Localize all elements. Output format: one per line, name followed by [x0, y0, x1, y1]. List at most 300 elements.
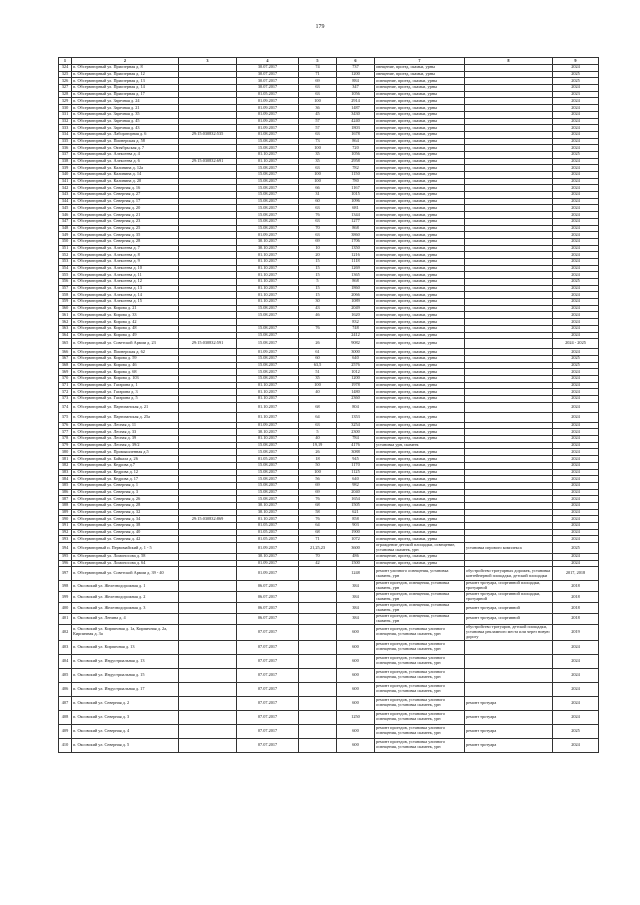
cell-cadastral-number	[179, 165, 237, 172]
cell-wear-percent: 61	[299, 349, 337, 356]
cell-work-minimum: освещение, проезд, скамьи, урны	[375, 98, 465, 105]
cell-cadastral-number	[179, 178, 237, 185]
cell-cadastral-number	[179, 362, 237, 369]
cell-row-number: 387	[59, 496, 72, 503]
cell-area: 1248	[337, 567, 375, 581]
cell-work-minimum: ремонт проездов, установка уличного освещения, установка скамеек, урн	[375, 640, 465, 654]
cell-cadastral-number	[179, 145, 237, 152]
cell-year: 2024	[553, 496, 599, 503]
cell-area: 1620	[337, 312, 375, 319]
table-row	[59, 682, 599, 696]
cell-work-additional	[465, 111, 553, 118]
cell-date: 06.07.2017	[237, 613, 299, 624]
cell-area: 1487	[337, 105, 375, 112]
cell-work-additional	[465, 238, 553, 245]
table-row	[59, 429, 599, 436]
cell-row-number: 1	[59, 58, 72, 65]
cell-cadastral-number	[179, 496, 237, 503]
table-row	[59, 178, 599, 185]
cell-date: 15.08.2017	[237, 145, 299, 152]
cell-date: 01.05.2017	[237, 91, 299, 98]
cell-work-additional	[465, 212, 553, 219]
cell-cadastral-number	[179, 592, 237, 603]
cell-year: 2018	[553, 613, 599, 624]
cell-area: 384	[337, 592, 375, 603]
cell-cadastral-number	[179, 529, 237, 536]
cell-cadastral-number	[179, 325, 237, 332]
table-row	[59, 118, 599, 125]
cell-area: 1480	[337, 389, 375, 396]
cell-address: п. Обсерваторный ул. Кирова д. 48	[72, 325, 179, 332]
cell-row-number: 398	[59, 581, 72, 592]
cell-address: п. Обсерваторный ул. Гагарина д. 1	[72, 382, 179, 389]
cell-work-minimum: освещение, проезд, скамьи, урны	[375, 131, 465, 138]
cell-cadastral-number	[179, 469, 237, 476]
cell-area: 1150	[337, 172, 375, 179]
cell-year: 2017, 2018	[553, 567, 599, 581]
cell-wear-percent: 26	[299, 449, 337, 456]
cell-row-number: 329	[59, 98, 72, 105]
cell-work-minimum: освещение, проезд, скамьи, урны	[375, 91, 465, 98]
cell-row-number: 367	[59, 355, 72, 362]
cell-cadastral-number	[179, 192, 237, 199]
cell-cadastral-number	[179, 396, 237, 403]
table-row	[59, 412, 599, 422]
cell-cadastral-number	[179, 581, 237, 592]
cell-address: п. Обсерваторный ул. Калинина д. 12а	[72, 165, 179, 172]
cell-date: 30.07.2017	[237, 78, 299, 85]
cell-work-additional	[465, 172, 553, 179]
cell-work-additional	[465, 192, 553, 199]
cell-area: 1803	[337, 125, 375, 132]
cell-cadastral-number	[179, 312, 237, 319]
cell-year: 2024	[553, 218, 599, 225]
cell-area: 3430	[337, 111, 375, 118]
cell-year: 2024	[553, 654, 599, 668]
cell-work-minimum: освещение, проезд, скамьи, урны	[375, 212, 465, 219]
cell-address: п. Оксовский ул. Железнодорожная д. 3	[72, 603, 179, 614]
cell-row-number: 409	[59, 724, 72, 738]
table-row	[59, 245, 599, 252]
cell-wear-percent: 63	[299, 85, 337, 92]
table-row	[59, 592, 599, 603]
cell-date: 01.10.2017	[237, 402, 299, 412]
table-row	[59, 436, 599, 443]
cell-row-number: 340	[59, 172, 72, 179]
cell-address: п. Обсерваторный ул. Алексеева д. 14	[72, 292, 179, 299]
cell-wear-percent	[299, 724, 337, 738]
cell-area: 600	[337, 682, 375, 696]
cell-row-number: 362	[59, 319, 72, 326]
cell-wear-percent: 100	[299, 178, 337, 185]
cell-address: п. Обсерваторный ул. Алексеева д. 13	[72, 285, 179, 292]
cell-work-additional	[465, 279, 553, 286]
cell-work-minimum: освещение, проезд, скамьи, урны	[375, 118, 465, 125]
cell-row-number: 408	[59, 710, 72, 724]
cell-work-additional	[465, 105, 553, 112]
cell-work-minimum: ремонт проездов, освещения, установка скамеек, урн	[375, 603, 465, 614]
cell-work-minimum: освещение, проезд, скамьи, урны	[375, 85, 465, 92]
cell-year: 2024	[553, 553, 599, 560]
cell-address: п. Обсерваторный ул. Алексеева д. 4	[72, 151, 179, 158]
cell-row-number: 350	[59, 238, 72, 245]
cell-row-number: 382	[59, 462, 72, 469]
cell-work-additional	[465, 382, 553, 389]
cell-row-number: 330	[59, 105, 72, 112]
cell-wear-percent: 63	[299, 91, 337, 98]
table-row	[59, 710, 599, 724]
cell-row-number: 341	[59, 178, 72, 185]
cell-work-additional: обустройство тротуарных дорожек, установка контейнерной площадки, детский площадки	[465, 567, 553, 581]
table-row	[59, 402, 599, 412]
cell-date: 15.08.2017	[237, 212, 299, 219]
table-row	[59, 724, 599, 738]
table-row	[59, 496, 599, 503]
table-row	[59, 299, 599, 306]
cell-year: 2024	[553, 516, 599, 523]
cell-year: 2024	[553, 232, 599, 239]
cell-wear-percent: 100	[299, 382, 337, 389]
cell-work-additional	[465, 509, 553, 516]
cell-wear-percent: 69	[299, 238, 337, 245]
cell-row-number: 358	[59, 292, 72, 299]
cell-work-minimum: 7	[375, 58, 465, 65]
cell-date: 01.05.2017	[237, 536, 299, 543]
cell-work-additional	[465, 98, 553, 105]
cell-cadastral-number	[179, 536, 237, 543]
cell-wear-percent: 63	[299, 232, 337, 239]
cell-area: 780	[337, 178, 375, 185]
cell-work-additional	[465, 389, 553, 396]
cell-date: 15.08.2017	[237, 339, 299, 349]
cell-row-number: 344	[59, 198, 72, 205]
table-row	[59, 603, 599, 614]
cell-row-number: 356	[59, 279, 72, 286]
cell-year: 2024	[553, 225, 599, 232]
cell-work-minimum: освещение, проезд, скамьи, урны	[375, 232, 465, 239]
cell-area: 1096	[337, 198, 375, 205]
cell-work-additional	[465, 299, 553, 306]
cell-row-number: 392	[59, 529, 72, 536]
cell-wear-percent: 69	[299, 78, 337, 85]
table-row	[59, 138, 599, 145]
cell-wear-percent: 69	[299, 482, 337, 489]
cell-work-minimum: освещение, проезд, скамьи, урны	[375, 553, 465, 560]
cell-cadastral-number	[179, 375, 237, 382]
cell-work-minimum: освещение, проезд, скамьи, урны	[375, 205, 465, 212]
cell-work-minimum: освещение, проезд, скамьи, урны	[375, 265, 465, 272]
cell-work-minimum: освещение, проезд, скамьи, урны	[375, 436, 465, 443]
cell-address: п. Обсерваторный ул. Заречная д. 21	[72, 105, 179, 112]
cell-year: 2024	[553, 369, 599, 376]
cell-date: 07.07.2017	[237, 640, 299, 654]
table-row	[59, 258, 599, 265]
cell-work-additional	[465, 131, 553, 138]
cell-row-number: 375	[59, 412, 72, 422]
cell-row-number: 333	[59, 125, 72, 132]
cell-row-number: 352	[59, 252, 72, 259]
cell-date: 30.07.2017	[237, 71, 299, 78]
cell-area: 600	[337, 654, 375, 668]
cell-area: 2066	[337, 292, 375, 299]
cell-area: 2300	[337, 429, 375, 436]
cell-work-additional	[465, 252, 553, 259]
cell-address: п. Оксовский ул. Северная д. 5	[72, 738, 179, 752]
cell-wear-percent: 71	[299, 536, 337, 543]
cell-work-minimum: освещение, проезд, скамьи, урны	[375, 192, 465, 199]
cell-area: 9082	[337, 339, 375, 349]
cell-work-additional: 8	[465, 58, 553, 65]
table-row	[59, 422, 599, 429]
cell-year: 2024	[553, 319, 599, 326]
table-row	[59, 613, 599, 624]
cell-work-additional: ремонт тротуара, спортивной площадки, тротуарной	[465, 592, 553, 603]
cell-work-minimum: ремонт проездов, освещения, установка скамеек, урн	[375, 581, 465, 592]
table-row	[59, 396, 599, 403]
cell-wear-percent	[299, 640, 337, 654]
cell-work-minimum: освещение, проезд, скамьи, урны	[375, 502, 465, 509]
cell-row-number: 326	[59, 78, 72, 85]
cell-cadastral-number	[179, 279, 237, 286]
cell-work-additional	[465, 185, 553, 192]
cell-wear-percent: 45	[299, 111, 337, 118]
cell-date: 15.08.2017	[237, 362, 299, 369]
cell-row-number: 345	[59, 205, 72, 212]
cell-work-minimum: освещение, проезд, скамьи, урны	[375, 369, 465, 376]
cell-area: 804	[337, 402, 375, 412]
cell-area: 1654	[337, 496, 375, 503]
cell-wear-percent	[299, 319, 337, 326]
table-row	[59, 145, 599, 152]
cell-area: 1056	[337, 151, 375, 158]
cell-work-minimum: ремонт проездов, установка уличного освещения, установка скамеек, урн	[375, 654, 465, 668]
cell-cadastral-number	[179, 272, 237, 279]
cell-address: п. Обсерваторный ул. Северная д. 28	[72, 238, 179, 245]
cell-date: 01.09.2017	[237, 543, 299, 554]
cell-wear-percent: 70	[299, 553, 337, 560]
cell-work-additional	[465, 536, 553, 543]
table-row	[59, 91, 599, 98]
cell-work-additional	[465, 369, 553, 376]
table-row	[59, 105, 599, 112]
cell-work-minimum: освещение, проезд, скамьи, урны	[375, 225, 465, 232]
cell-work-additional	[465, 245, 553, 252]
cell-row-number: 369	[59, 369, 72, 376]
cell-address: п. Обсерваторный ул. Гагарина д. 5	[72, 396, 179, 403]
cell-date: 01.10.2017	[237, 258, 299, 265]
cell-work-additional	[465, 362, 553, 369]
cell-date: 15.08.2017	[237, 198, 299, 205]
cell-area: 1250	[337, 710, 375, 724]
cell-cadastral-number	[179, 125, 237, 132]
cell-address: п. Обсерваторный ул. Алексеева д. 8	[72, 252, 179, 259]
cell-row-number: 337	[59, 151, 72, 158]
cell-year: 2024	[553, 738, 599, 752]
cell-address: п. Обсерваторный ул. Алексеева д. 9	[72, 258, 179, 265]
cell-area: 600	[337, 668, 375, 682]
cell-area: 1500	[337, 560, 375, 567]
cell-row-number: 395	[59, 553, 72, 560]
cell-row-number: 405	[59, 668, 72, 682]
cell-address: п. Обсерваторный ул. Лабораторная д. 6	[72, 131, 179, 138]
cell-year: 2019	[553, 624, 599, 640]
cell-area: 1900	[337, 529, 375, 536]
cell-date: 01.10.2017	[237, 396, 299, 403]
cell-work-minimum: освещение, проезд, скамьи, урны	[375, 178, 465, 185]
cell-row-number: 368	[59, 362, 72, 369]
cell-area: 832	[337, 319, 375, 326]
cell-row-number: 371	[59, 382, 72, 389]
cell-area: 1678	[337, 131, 375, 138]
cell-address: п. Обсерваторный ул. Лесная д. 11	[72, 422, 179, 429]
table-row	[59, 305, 599, 312]
cell-year: 2024	[553, 185, 599, 192]
cell-cadastral-number	[179, 118, 237, 125]
cell-wear-percent	[299, 613, 337, 624]
cell-row-number: 364	[59, 332, 72, 339]
cell-area: 864	[337, 138, 375, 145]
cell-address: п. Обсерваторный ул. Пионерская д. 58	[72, 138, 179, 145]
cell-area: 600	[337, 738, 375, 752]
cell-address: п. Обсерваторный ул. Кирова д. 33	[72, 312, 179, 319]
cell-year: 2024	[553, 489, 599, 496]
cell-wear-percent: 63	[299, 165, 337, 172]
cell-address: 2	[72, 58, 179, 65]
cell-work-minimum: освещение, проезд, скамьи, урны	[375, 456, 465, 463]
cell-wear-percent: 5	[299, 429, 337, 436]
table-row	[59, 232, 599, 239]
cell-address: п. Обсерваторный ул. Кедрова д.7	[72, 462, 179, 469]
cell-date: 01.09.2017	[237, 105, 299, 112]
table-row	[59, 355, 599, 362]
cell-work-minimum: освещение, проезд, скамьи, урны	[375, 105, 465, 112]
cell-cadastral-number	[179, 305, 237, 312]
cell-year: 2024	[553, 382, 599, 389]
cell-area: 1012	[337, 369, 375, 376]
table-row	[59, 640, 599, 654]
cell-work-additional	[465, 285, 553, 292]
cell-row-number: 378	[59, 436, 72, 443]
cell-area: 640	[337, 476, 375, 483]
cell-row-number: 325	[59, 71, 72, 78]
cell-work-minimum: освещение, проезд, скамьи, урны	[375, 218, 465, 225]
cell-address: п. Оксовский ул. Железнодорожная д. 1	[72, 581, 179, 592]
cell-address: п. Обсерваторный ул. Партизанская д. 25а	[72, 412, 179, 422]
cell-work-minimum: овещение, проезд, скамьи, урны	[375, 71, 465, 78]
cell-row-number: 379	[59, 442, 72, 449]
cell-cadastral-number	[179, 205, 237, 212]
cell-area: 1118	[337, 258, 375, 265]
table-row	[59, 389, 599, 396]
cell-work-additional	[465, 332, 553, 339]
cell-date: 15.08.2017	[237, 192, 299, 199]
cell-work-minimum: освещение, проезд, скамьи, урны	[375, 362, 465, 369]
cell-cadastral-number	[179, 523, 237, 530]
cell-work-minimum: освещение, проезд, скамьи, урны	[375, 476, 465, 483]
cell-wear-percent: 76	[299, 212, 337, 219]
cell-work-minimum: освещение, проезд, скамьи, урны	[375, 299, 465, 306]
cell-cadastral-number	[179, 462, 237, 469]
cell-row-number: 355	[59, 272, 72, 279]
cell-area: 3600	[337, 543, 375, 554]
cell-work-additional	[465, 158, 553, 165]
table-row	[59, 509, 599, 516]
cell-area: 384	[337, 581, 375, 592]
cell-year: 2025	[553, 543, 599, 554]
cell-cadastral-number	[179, 65, 237, 72]
cell-area: 384	[337, 613, 375, 624]
cell-cadastral-number	[179, 553, 237, 560]
cell-year: 2024	[553, 111, 599, 118]
cell-work-additional	[465, 325, 553, 332]
cell-work-minimum: освещение, проезд, скамьи, урны	[375, 78, 465, 85]
cell-row-number: 388	[59, 502, 72, 509]
table-row	[59, 567, 599, 581]
table-row	[59, 198, 599, 205]
cell-work-minimum: освещение, проезд, скамьи, урны	[375, 292, 465, 299]
cell-address: п. Обсерваторный ул. Северная д. 27	[72, 192, 179, 199]
cell-row-number: 376	[59, 422, 72, 429]
cell-address: п. Обсерваторный ул. Приозерная д. 12	[72, 71, 179, 78]
cell-row-number: 407	[59, 696, 72, 710]
table-row	[59, 738, 599, 752]
cell-date: 30.10.2017	[237, 429, 299, 436]
cell-work-additional	[465, 375, 553, 382]
cell-wear-percent: 68	[299, 529, 337, 536]
cell-address: п. Обсерваторный ул. Приозерная д. 13	[72, 78, 179, 85]
cell-area: 945	[337, 456, 375, 463]
cell-area: 600	[337, 724, 375, 738]
table-row	[59, 462, 599, 469]
table-row	[59, 362, 599, 369]
cell-cadastral-number	[179, 232, 237, 239]
cell-work-additional: ремонт тротуара, спортивной площадки, тротуарной	[465, 581, 553, 592]
cell-year: 2024	[553, 536, 599, 543]
cell-wear-percent	[299, 592, 337, 603]
cell-address: п. Оксовский ул. Индустриальная д. 13	[72, 654, 179, 668]
cell-date: 07.07.2017	[237, 682, 299, 696]
cell-cadastral-number	[179, 456, 237, 463]
cell-wear-percent: 68	[299, 502, 337, 509]
cell-date: 06.07.2017	[237, 581, 299, 592]
cell-work-minimum: освещение, проезд, скамьи, урны	[375, 489, 465, 496]
cell-address: п. Оксовский ул. Индустриальная д. 15	[72, 668, 179, 682]
cell-year: 2024	[553, 252, 599, 259]
cell-date: 15.08.2017	[237, 205, 299, 212]
table-row	[59, 696, 599, 710]
cell-year: 2023	[553, 91, 599, 98]
cell-row-number: 353	[59, 258, 72, 265]
table-row	[59, 523, 599, 530]
cell-cadastral-number	[179, 489, 237, 496]
cell-date: 15.08.2017	[237, 225, 299, 232]
cell-row-number: 380	[59, 449, 72, 456]
cell-cadastral-number	[179, 412, 237, 422]
cell-cadastral-number	[179, 567, 237, 581]
cell-area: 784	[337, 436, 375, 443]
cell-work-minimum: освещение, проезд, скамьи, урны	[375, 462, 465, 469]
cell-area: 2914	[337, 98, 375, 105]
cell-work-minimum: освещение, проезд, скамьи, урны	[375, 375, 465, 382]
cell-date: 01.09.2017	[237, 560, 299, 567]
cell-wear-percent: 15	[299, 265, 337, 272]
cell-work-additional	[465, 529, 553, 536]
cell-cadastral-number	[179, 299, 237, 306]
cell-address: п. Обсерваторный ул. Северная д. 26	[72, 496, 179, 503]
cell-area: 600	[337, 640, 375, 654]
cell-cadastral-number	[179, 172, 237, 179]
cell-cadastral-number	[179, 509, 237, 516]
